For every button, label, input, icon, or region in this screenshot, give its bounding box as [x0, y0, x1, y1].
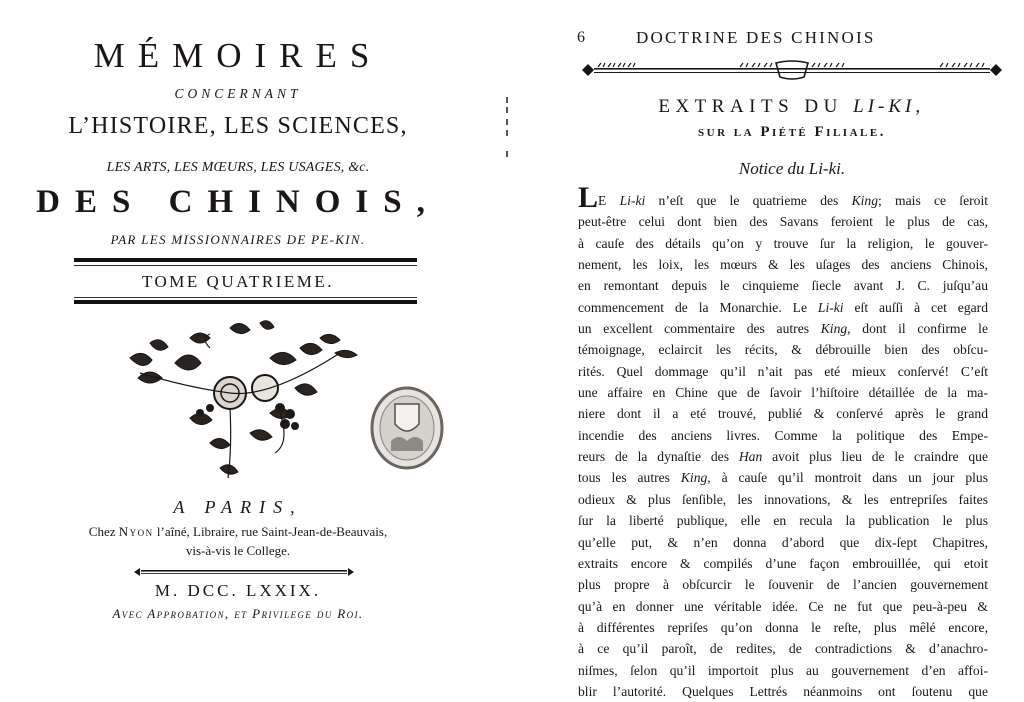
title-authors: PAR LES MISSIONNAIRES DE PE-KIN.: [110, 232, 366, 247]
title-subject-line-2: LES ARTS, LES MŒURS, LES USAGES, &c.: [106, 160, 370, 175]
publisher-name: Nyon: [118, 524, 154, 539]
body-line: blir l’autorité. Quelques Lettrés néanmoins ont ſoutenu que: [578, 683, 988, 699]
italic-term: Han: [738, 449, 763, 465]
body-line: plus propre à obſcurcir le ſouvenir de l’ancien gouvernement: [578, 577, 988, 593]
body-line: à cauſe des détails qu’on y trouve ſur la religion, le gouver-: [578, 235, 988, 251]
italic-term: Li-ki: [619, 193, 646, 208]
title-page: [0, 0, 500, 686]
body-line: une affaire en Chine que de ſavoir l’hiſtoire détaillée de la ma-: [578, 385, 988, 401]
gutter-mark: [506, 107, 508, 113]
body-text: [578, 181, 989, 702]
body-line: rités. Quel dommage qu’il n’ait pas eté mieux conſervé! C’eſt: [578, 363, 988, 379]
rule-bottom-thin: [74, 297, 417, 298]
body-line: reurs de la dynaſtie des Han avoit plus lieu de le craindre que: [578, 449, 989, 465]
imprint-date: M. DCC. LXXIX.: [154, 581, 322, 600]
section-subheading: sur la Piété Filiale.: [698, 124, 886, 140]
body-line: nement, les loix, les mœurs & les uſages des anciens Chinois,: [578, 257, 988, 273]
imprint-address: vis-à-vis le College.: [185, 543, 291, 558]
body-line: extraits encore & compilés d’une façon embrouillée, qui etoit: [578, 555, 988, 571]
italic-term: King: [680, 470, 708, 486]
gutter-mark: [506, 151, 508, 157]
publisher-prefix: Chez: [88, 524, 119, 539]
gutter-mark: [506, 97, 508, 103]
gutter-mark: [506, 119, 508, 125]
drop-cap: L: [578, 181, 599, 214]
body-line: incendie des anciens livres. Comme la politique des Empe-: [578, 427, 988, 443]
body-line: commencement de la Monarchie. Le Li-ki eſt auſſi à cet egard: [578, 299, 988, 315]
italic-term: Li-ki: [817, 299, 844, 315]
body-line: à ce qu’il paroît, de redites, de contradictions & d’anachro-: [578, 641, 988, 657]
library-stamp-icon: [369, 386, 445, 470]
body-line-text: E Li-ki n’eſt que le quatrieme des King; mais ce ſeroit: [598, 193, 988, 208]
publisher-suffix: l’aîné, Libraire, rue Saint-Jean-de-Beauvais,: [153, 524, 388, 539]
notice-heading: Notice du Li-ki.: [738, 159, 846, 178]
ornamental-rule-icon: [133, 566, 355, 578]
floral-vignette-icon: [120, 318, 365, 488]
body-line: peut-être celui dont bien des Savans feroient le plus de cas,: [578, 214, 988, 230]
page-number: 6: [577, 29, 585, 46]
rule-top-thick: [74, 258, 417, 262]
title-concernant: CONCERNANT: [174, 86, 302, 101]
heading-end: ,: [915, 96, 926, 117]
header-ornament-icon: [580, 58, 1004, 82]
text-page: [540, 0, 1024, 699]
body-line: qu’elle put, & n’en donna d’abord que dix-ſept Chapitres,: [578, 534, 988, 550]
italic-term: King: [820, 321, 848, 337]
body-line: [578, 181, 988, 214]
title-subject-line: L’HISTOIRE, LES SCIENCES,: [68, 113, 408, 139]
body-line: en remontant depuis le cinquieme ſiecle avant J. C. juſqu’au: [578, 278, 988, 294]
body-line: niere dont il a eté trouvé, publié & conſervé après le grand: [578, 406, 988, 422]
italic-term: King: [851, 193, 879, 208]
rule-top-thin: [74, 265, 417, 266]
running-head: DOCTRINE DES CHINOIS: [636, 28, 876, 47]
title-chinois: DES CHINOIS,: [36, 184, 440, 220]
body-line: odieux & plus ſenſible, les innovations, & les entrepriſes faites: [578, 491, 988, 507]
body-line: niſmes, ſelon qu’il importoit plus au gouvernement d’en affoi-: [578, 662, 988, 678]
body-line: un excellent commentaire des autres King, dont il confirme le: [578, 321, 988, 337]
rule-bottom-thick: [74, 300, 417, 304]
imprint-publisher: [28, 524, 448, 540]
body-line: à différentes repriſes qu’on donna le reſte, plus mêlé encore,: [578, 619, 988, 635]
imprint-city: A PARIS,: [173, 497, 303, 517]
heading-roman: EXTRAITS DU: [658, 96, 854, 117]
book-title: MÉMOIRES: [93, 36, 383, 75]
gutter-mark: [506, 130, 508, 136]
imprint-privilege: Avec Approbation, et Privilege du Roi.: [112, 606, 364, 621]
section-heading: [580, 96, 1004, 118]
heading-italic: LI-KI: [853, 96, 916, 117]
body-line: témoignage, eclaircit les récits, & débrouille bien des obſcu-: [578, 342, 988, 358]
body-line: tous les autres King, à cauſe qu’il montroit dans un jour plus: [578, 470, 988, 486]
volume-label: TOME QUATRIEME.: [141, 272, 335, 291]
body-line: ſur la liberté publique, elle en recula la publication le plus: [578, 513, 988, 529]
body-line: qu’à en donner une véritable idée. Ce ne fut que peu-à-peu &: [578, 598, 988, 614]
